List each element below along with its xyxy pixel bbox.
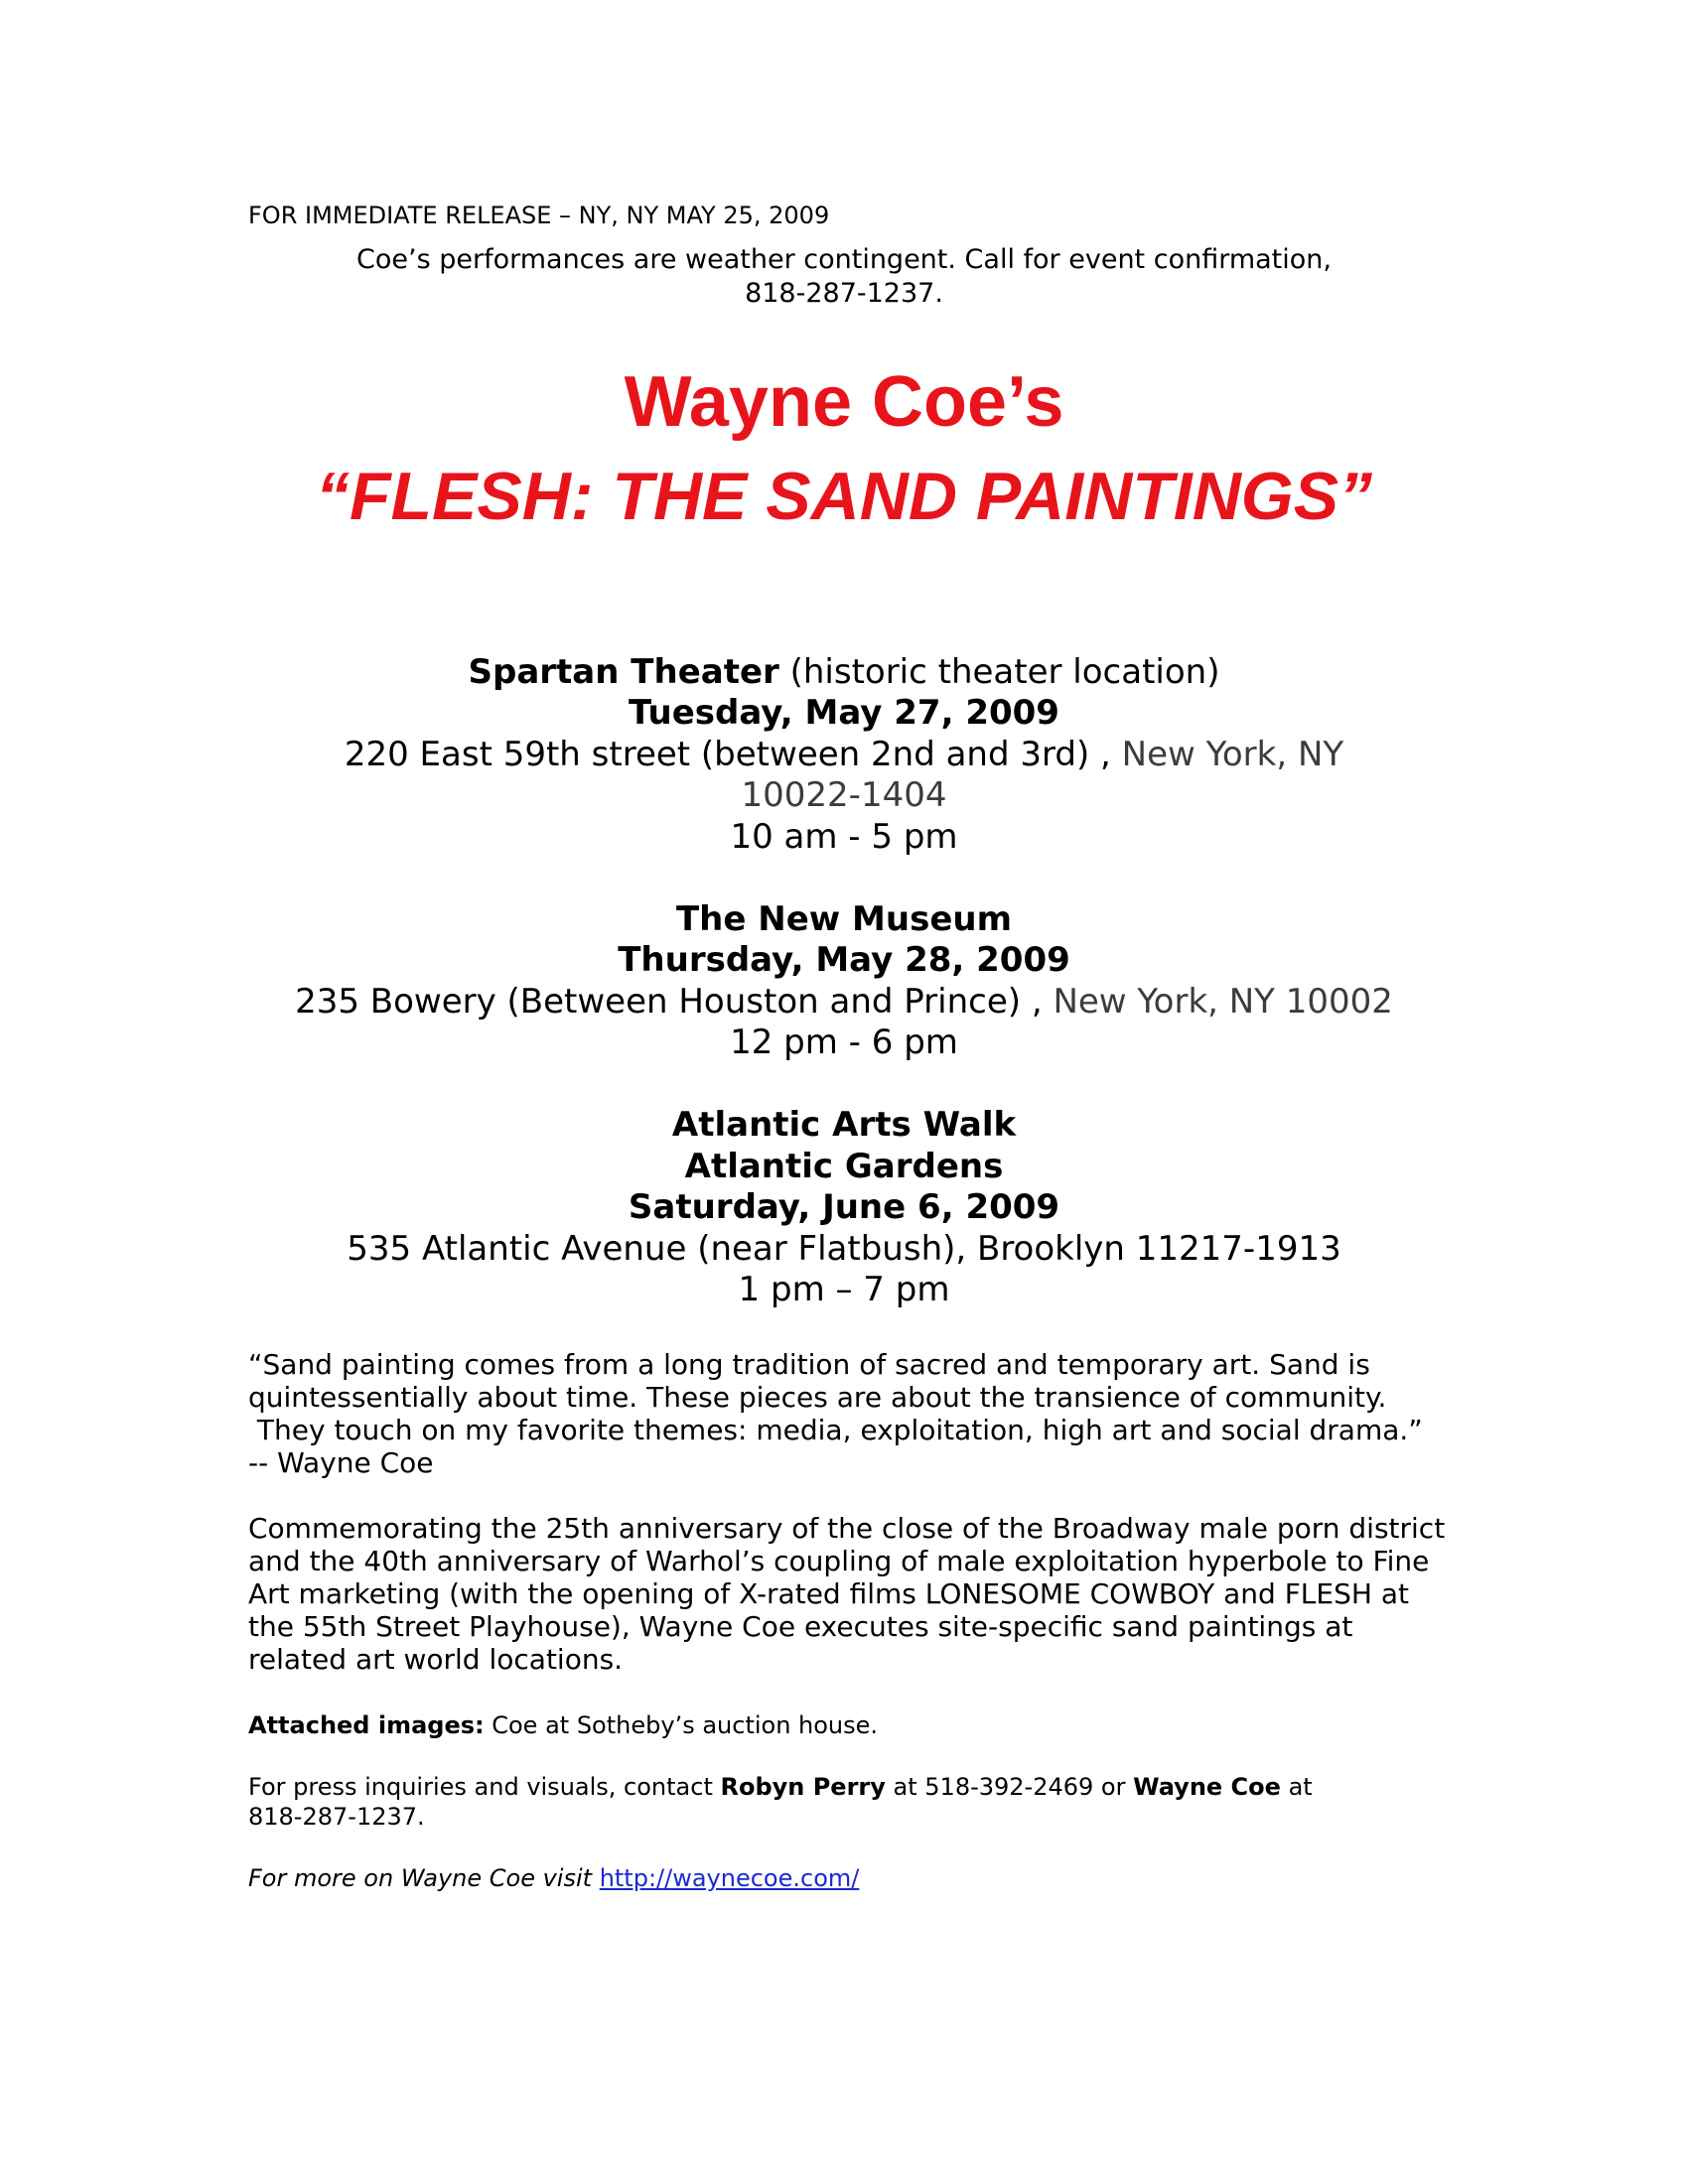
venue-2-city: New York, NY 10002 bbox=[1053, 982, 1393, 1022]
attached-images-text: Coe at Sotheby’s auction house. bbox=[484, 1711, 879, 1739]
weather-notice-line1: Coe’s performances are weather contingent. Call for event confirmation, bbox=[356, 244, 1332, 275]
venue-3-name: Atlantic Arts Walk bbox=[671, 1105, 1017, 1145]
venue-1-address-line bbox=[0, 735, 1688, 776]
paragraph-line: Art marketing (with the opening of X-rated films LONESOME COWBOY and FLESH at bbox=[248, 1577, 1409, 1610]
weather-notice-line2: 818-287-1237. bbox=[745, 278, 943, 309]
release-line: FOR IMMEDIATE RELEASE – NY, NY MAY 25, 2009 bbox=[248, 202, 830, 229]
venue-2-date: Thursday, May 28, 2009 bbox=[618, 940, 1070, 980]
venue-3-subname: Atlantic Gardens bbox=[684, 1147, 1004, 1186]
commemoration-paragraph bbox=[248, 1512, 1460, 1676]
venue-1-name: Spartan Theater bbox=[468, 652, 779, 692]
venue-2-time: 12 pm - 6 pm bbox=[730, 1023, 958, 1062]
venue-1-heading bbox=[0, 652, 1688, 694]
venue-1-address: 220 East 59th street (between 2nd and 3rd) , bbox=[344, 735, 1122, 774]
paragraph-line: and the 40th anniversary of Warhol’s coupling of male exploitation hyperbole to Fine bbox=[248, 1545, 1430, 1577]
website-link[interactable]: http://waynecoe.com/ bbox=[599, 1864, 860, 1892]
press-mid: at 518-392-2469 or bbox=[885, 1773, 1134, 1801]
venue-1-note: (historic theater location) bbox=[778, 652, 1220, 692]
venue-3-time: 1 pm – 7 pm bbox=[738, 1270, 950, 1309]
venue-1-time: 10 am - 5 pm bbox=[730, 817, 958, 857]
more-info-line bbox=[248, 1863, 1460, 1893]
quote-line: They touch on my favorite themes: media, exploitation, high art and social drama.” bbox=[248, 1414, 1423, 1446]
press-contact-wayne-coe: Wayne Coe bbox=[1133, 1773, 1281, 1801]
paragraph-line: related art world locations. bbox=[248, 1643, 624, 1676]
venue-1-zip: 10022-1404 bbox=[741, 775, 947, 815]
quote-line: quintessentially about time. These pieces are about the transience of community. bbox=[248, 1381, 1387, 1414]
attached-images-line bbox=[248, 1710, 1460, 1740]
venue-3-address: 535 Atlantic Avenue (near Flatbush), Brooklyn 11217-1913 bbox=[347, 1229, 1341, 1269]
title-artist: Wayne Coe’s bbox=[624, 362, 1064, 442]
press-prefix: For press inquiries and visuals, contact bbox=[248, 1773, 721, 1801]
venue-2-name: The New Museum bbox=[675, 899, 1013, 939]
paragraph-line: the 55th Street Playhouse), Wayne Coe executes site-specific sand paintings at bbox=[248, 1610, 1353, 1643]
venue-3-date: Saturday, June 6, 2009 bbox=[628, 1187, 1060, 1227]
press-contact bbox=[248, 1772, 1460, 1832]
more-info-text: For more on Wayne Coe visit bbox=[248, 1864, 600, 1892]
venue-2-address-line bbox=[0, 982, 1688, 1024]
quote-line: “Sand painting comes from a long tradition of sacred and temporary art. Sand is bbox=[248, 1348, 1370, 1381]
venue-1-date: Tuesday, May 27, 2009 bbox=[629, 693, 1059, 733]
press-contact-line1 bbox=[248, 1772, 1460, 1802]
press-suffix: at bbox=[1280, 1773, 1313, 1801]
quote-attribution: -- Wayne Coe bbox=[248, 1446, 434, 1479]
artist-quote bbox=[248, 1348, 1460, 1479]
title-show: “FLESH: THE SAND PAINTINGS” bbox=[315, 459, 1373, 534]
press-contact-robyn-perry: Robyn Perry bbox=[720, 1773, 886, 1801]
venue-1-city: New York, NY bbox=[1121, 735, 1344, 774]
attached-images-label: Attached images: bbox=[248, 1711, 485, 1739]
press-contact-line2: 818-287-1237. bbox=[248, 1803, 425, 1831]
paragraph-line: Commemorating the 25th anniversary of the close of the Broadway male porn district bbox=[248, 1512, 1446, 1545]
venue-2-address: 235 Bowery (Between Houston and Prince) , bbox=[295, 982, 1054, 1022]
